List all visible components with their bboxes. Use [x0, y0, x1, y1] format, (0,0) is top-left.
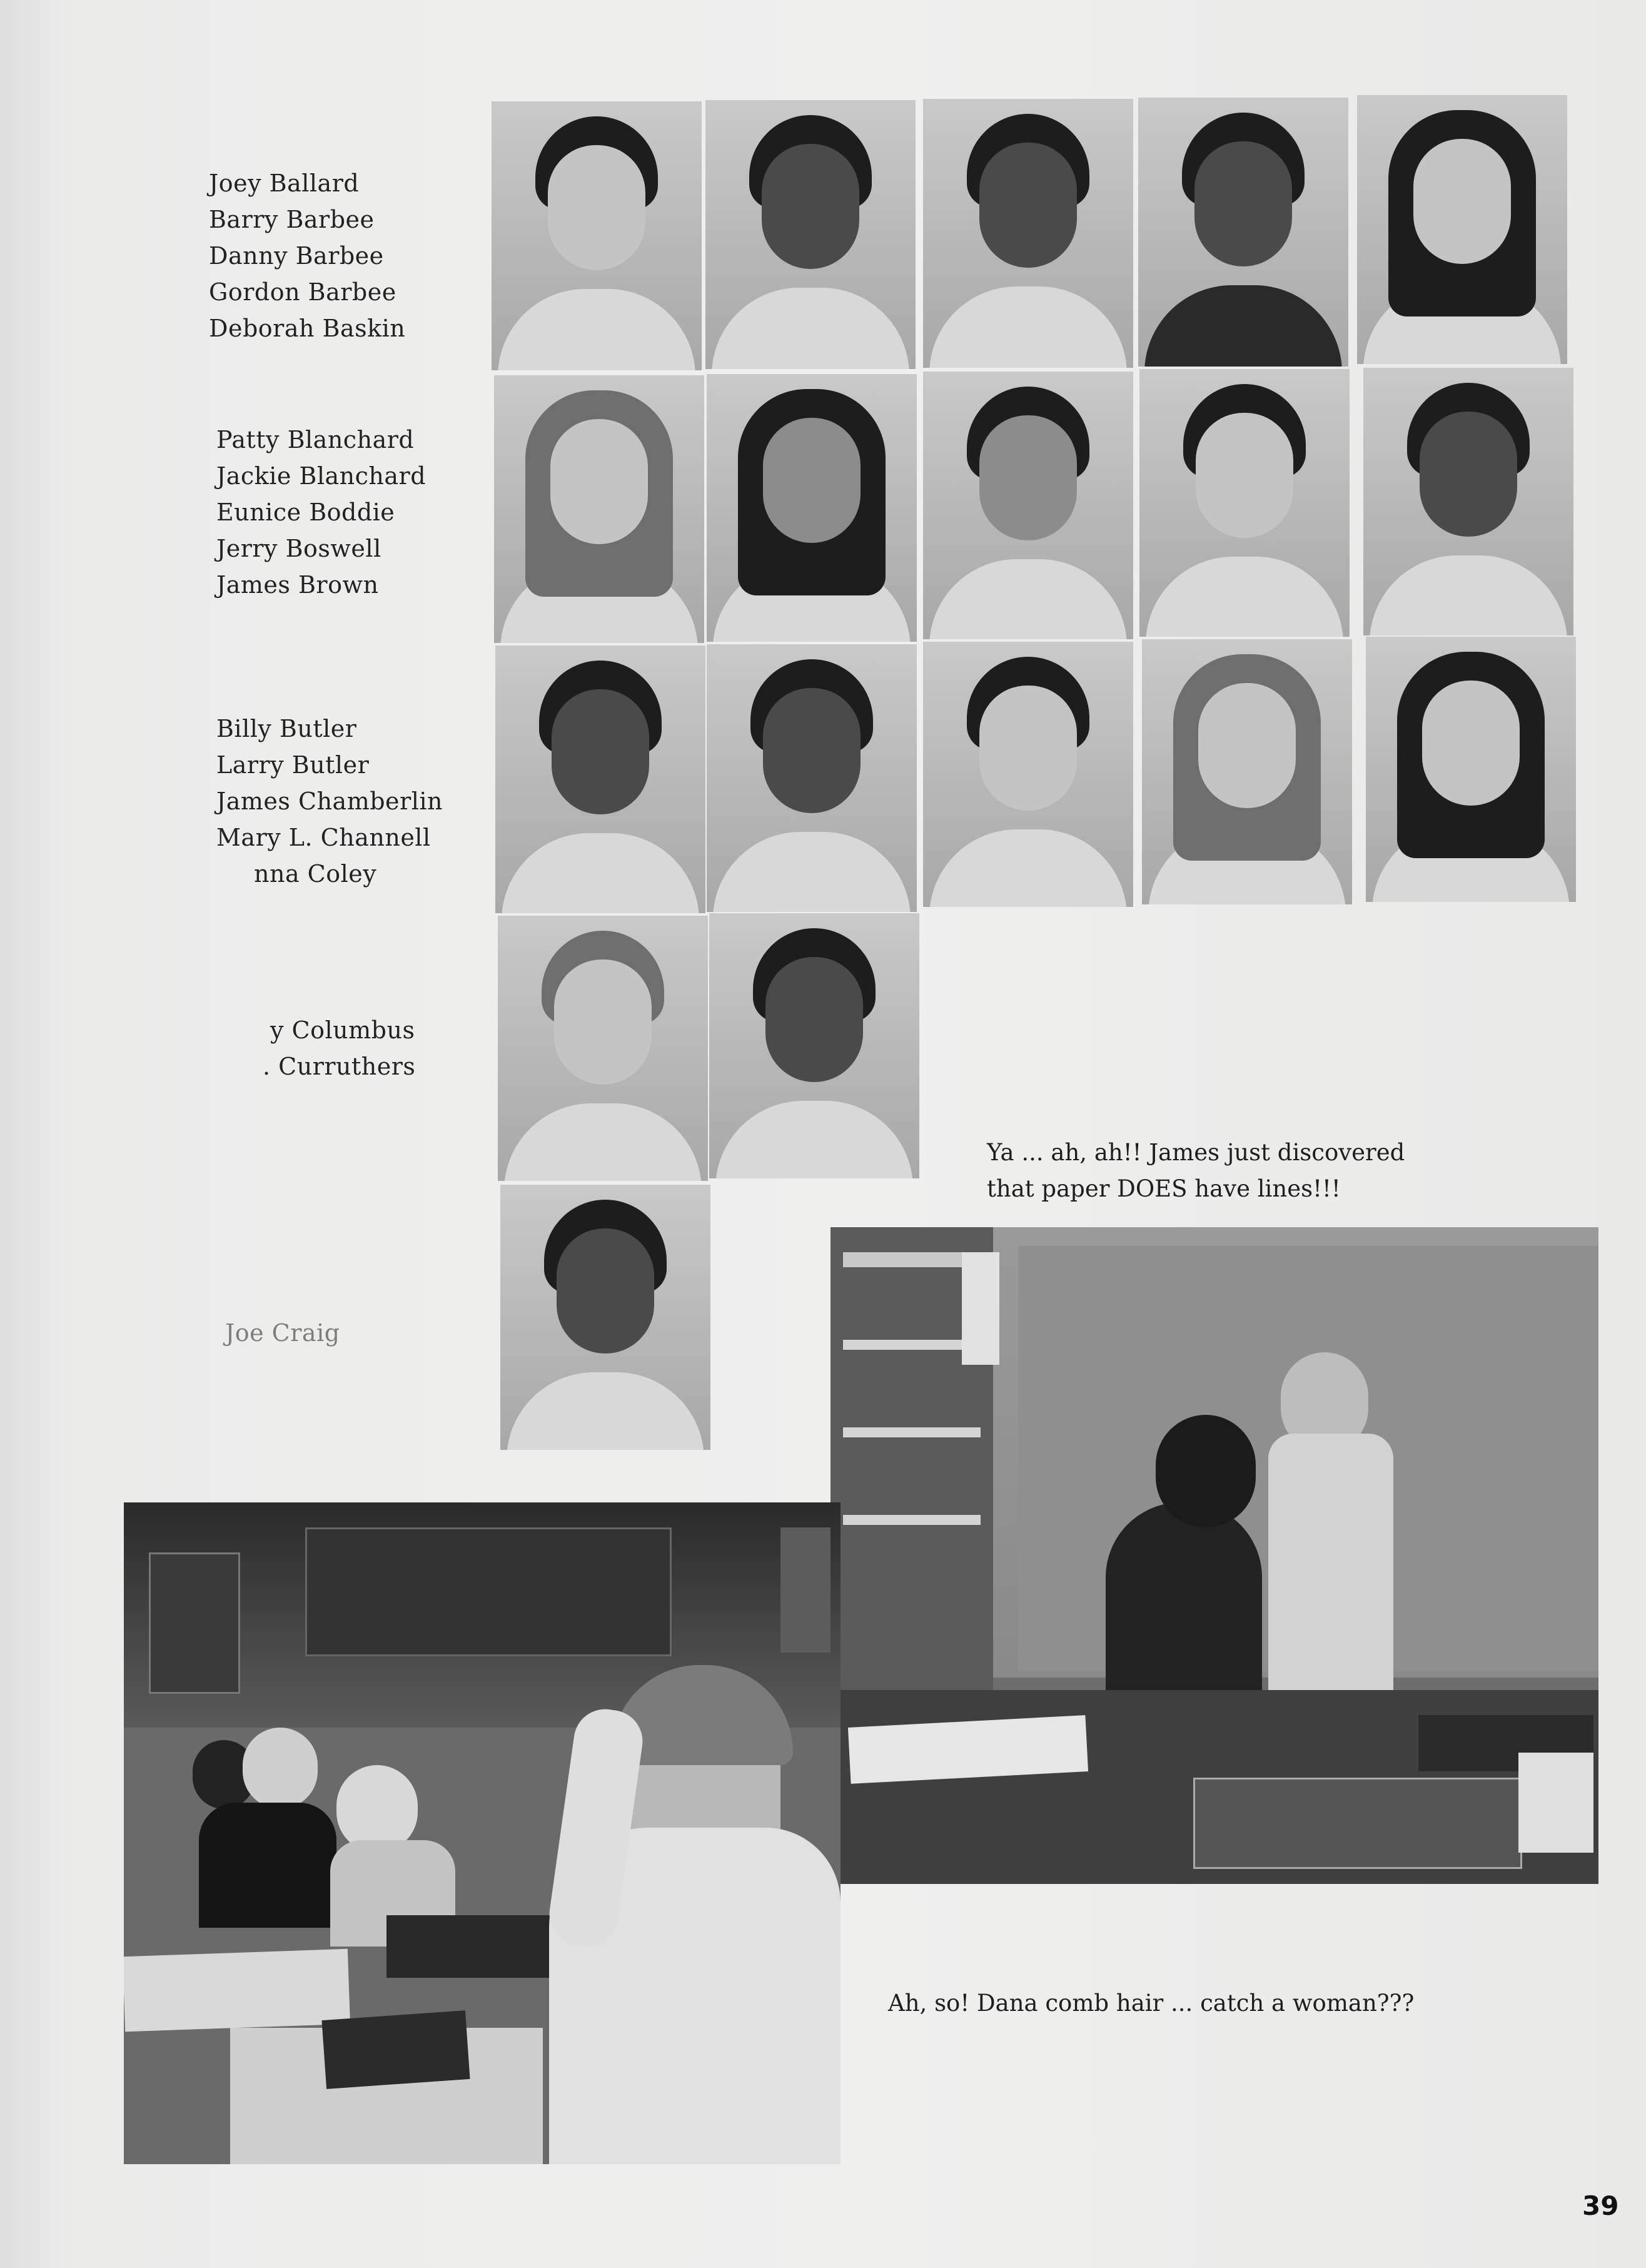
name-list-row-4 [263, 1012, 415, 1085]
student-portrait [1363, 368, 1573, 635]
photo-caption-microscope [987, 1135, 1405, 1207]
caption-line: Ya ... ah, ah!! James just discovered [987, 1139, 1405, 1166]
student-name: Mary L. Channell [216, 824, 431, 851]
student-portrait [1142, 639, 1352, 904]
student-portrait [498, 916, 708, 1181]
caption-line: that paper DOES have lines!!! [987, 1175, 1341, 1202]
name-list-row-5 [225, 1315, 340, 1351]
student-portrait [500, 1185, 710, 1450]
name-list-row-1 [209, 165, 405, 347]
student-portrait [707, 374, 917, 642]
student-portrait [494, 375, 704, 643]
student-portrait [1366, 637, 1576, 902]
student-portrait [705, 100, 916, 369]
student-name: Danny Barbee [209, 242, 384, 270]
photo-caption-classroom: Ah, so! Dana comb hair ... catch a woman??? [888, 1990, 1415, 2017]
student-name: Billy Butler [216, 715, 357, 742]
microscope-photo [831, 1227, 1598, 1884]
student-name: . Curruthers [263, 1053, 416, 1080]
student-name: nna Coley [254, 860, 377, 888]
student-portrait [1357, 95, 1567, 364]
student-name: Patty Blanchard [216, 426, 415, 453]
student-name: Jackie Blanchard [216, 462, 427, 490]
student-name: Larry Butler [216, 751, 370, 779]
student-name: Deborah Baskin [209, 315, 406, 342]
student-name: Joey Ballard [209, 170, 360, 197]
student-name: Barry Barbee [209, 206, 375, 233]
student-portrait [1139, 369, 1350, 637]
classroom-photo [124, 1502, 841, 2164]
student-portrait [492, 101, 702, 370]
student-portrait [923, 99, 1133, 368]
student-name: Jerry Boswell [216, 535, 381, 562]
page-number: 39 [1582, 2190, 1619, 2221]
student-portrait [495, 645, 705, 913]
student-name: Gordon Barbee [209, 278, 396, 306]
name-list-row-3 [216, 711, 443, 892]
name-list-row-2 [216, 422, 426, 603]
student-portrait [707, 644, 917, 912]
student-portrait [923, 642, 1133, 907]
student-name: Eunice Boddie [216, 499, 395, 526]
student-portrait [923, 372, 1133, 639]
student-name: James Brown [216, 571, 379, 599]
student-name: y Columbus [270, 1016, 415, 1044]
student-portrait [1138, 98, 1348, 367]
student-name: James Chamberlin [216, 787, 443, 815]
student-name: Joe Craig [225, 1319, 340, 1347]
student-portrait [709, 913, 919, 1178]
